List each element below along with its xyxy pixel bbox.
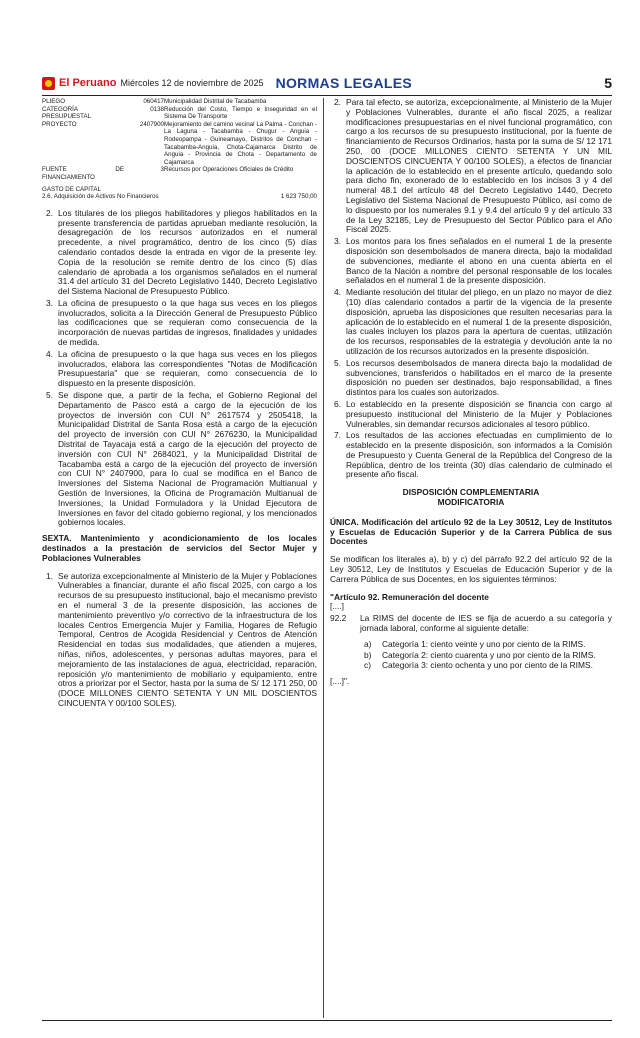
- right-numbered-list: [330, 98, 612, 480]
- budget-key: FUENTE DE FINANCIAMIENTO: [42, 166, 124, 181]
- budget-code: 3: [160, 166, 164, 174]
- table-row: [42, 98, 317, 106]
- item-text: La oficina de presupuesto o la que haga sus veces en los pliegos involucrados, elabora las correspondientes "Notas de Modificación Presupuestaria" que se requieran, como consecuencia de lo dispuesto en la presente disposición.: [58, 348, 317, 389]
- list-item: [360, 651, 612, 661]
- footer-rule: [42, 1020, 612, 1021]
- item-number: 1.: [46, 570, 53, 581]
- budget-code: 0138: [150, 105, 164, 113]
- page-number: 5: [604, 75, 612, 91]
- table-row: [42, 121, 317, 167]
- list-item: [330, 431, 612, 480]
- heading-line: MODIFICATORIA: [437, 497, 505, 508]
- literals-list: [330, 640, 612, 671]
- ellipsis-open: [....]: [330, 601, 344, 612]
- item-number: 2.: [46, 207, 53, 218]
- list-item: [42, 350, 317, 389]
- budget-value: Reducción del Costo, Tiempo e Inseguridad en el Sistema De Transporte: [164, 105, 317, 121]
- list-item: [360, 640, 612, 650]
- item-text: Para tal efecto, se autoriza, excepcionalmente, al Ministerio de la Mujer y Poblaciones Vulnerables, durante el año fiscal 2025, a realizar modificaciones presupuestarias en el nivel funcional programático, con cargo a los recursos de su presupuesto institucional, por la fuente de financiamiento de Recursos Ordinarios, hasta por la suma de S/ 12 171 250, 00 (DOCE MILLONES CIENTO SETENTA Y UN MIL DOSCIENTOS CINCUENTA Y 00/100 SOLES), a efectos de financiar la aplicación de lo establecido en el presente artículo, quedando solo para dicho fin, exonerado de lo establecido en los incisos 3 y 4 del numeral 48.1 del artículo 48 del Decreto Legislativo 1440, Decreto Legislativo del Sistema Nacional de Presupuesto Público, así como de lo dispuesto por los numerales 9.1 y 9.4 del artículo 9 y del artículo 33 de la Ley 32185, Ley de Presupuesto del Sector Público para el Año Fiscal 2025.: [346, 97, 612, 235]
- list-item: [42, 209, 317, 297]
- literal-letter: b): [364, 649, 372, 660]
- list-item: [330, 400, 612, 429]
- budget-code: 060417: [143, 98, 164, 105]
- item-number: 5.: [334, 357, 341, 368]
- list-item: [360, 661, 612, 671]
- budget-value: Mejoramiento del camino vecinal La Palma - Conchan - La Laguna - Tacabamba - Chugur - Anguia - Rodeopampa - Guineamayo, Distritos de Conchan - Tacabamba-Anguia, Chota-Cajamarca Distrito de Anguia - Provincia de Chota - Departamento de Cajamarca: [164, 120, 317, 166]
- brand-name: El Peruano: [59, 77, 117, 89]
- subsection-92-2: [330, 614, 612, 634]
- sexta-list: [42, 572, 317, 709]
- budget-value: Municipalidad Distrital de Tacabamba: [164, 98, 267, 105]
- ellipsis-close: [....]".: [330, 676, 350, 687]
- budget-value: Recursos por Operaciones Oficiales de Crédito: [164, 166, 294, 174]
- page-header: [42, 72, 612, 94]
- item-number: 5.: [46, 390, 53, 401]
- budget-gasto-label: GASTO DE CAPITAL: [42, 185, 101, 193]
- item-text: Los titulares de los pliegos habilitadores y pliegos habilitados en la presente transferencia de partidas aprueban mediante resolución, la desagregación de los recursos autorizados en el numeral precedente, a nivel programático, dentro de los cinco (5) días calendario contados desde la entrada en vigor de la presente ley. Copia de la resolución se remite dentro de los cinco (5) días calendario de aprobada a los organismos señalados en el numeral 31.4 del artículo 31 del Decreto Legislativo 1440, Decreto Legislativo del Sistema Nacional de Presupuesto Público.: [58, 207, 317, 297]
- item-number: 7.: [334, 430, 341, 441]
- budget-code: 2407900: [139, 120, 164, 128]
- el-peruano-logo-icon: [42, 77, 55, 90]
- budget-gasto-item: 2.6. Adquisición de Activos No Financieros: [42, 193, 159, 201]
- literal-letter: a): [364, 638, 372, 649]
- list-item: [330, 98, 612, 235]
- budget-key: CATEGORÍA PRESUPUESTAL: [42, 105, 92, 121]
- item-number: 3.: [46, 297, 53, 308]
- literal-letter: c): [364, 660, 371, 671]
- list-item: [42, 391, 317, 528]
- budget-key: PROYECTO: [42, 120, 77, 128]
- list-item: [42, 299, 317, 348]
- item-text: Los resultados de las acciones efectuadas en cumplimiento de lo establecido en la presente disposición, son informados a la Comisión de Presupuesto y Cuenta General de la República del Congreso de la República, dentro de los treinta (30) días calendario de culminado el presente año fiscal.: [346, 430, 612, 480]
- section-title: NORMAS LEGALES: [275, 75, 412, 91]
- item-text: Mediante resolución del titular del pliego, en un plazo no mayor de diez (10) días calendario contados a partir de la vigencia de la presente disposición, aprueba las disposiciones que resulten necesarias para la aplicación de lo establecido en el numeral 1 de la presente disposición, las cuales incluyen los plazos para la apertura de cuentas, utilización de los recursos, responsables de la estrategia y devolución ante la no utilización de los recursos autorizados en la presente disposición.: [346, 287, 612, 356]
- unica-heading: ÚNICA. Modificación del artículo 92 de la Ley 30512, Ley de Institutos y Escuelas de Educación Superior y de la Carrera Pública de sus Docentes: [330, 516, 612, 547]
- table-row: [42, 166, 317, 181]
- list-item: [42, 572, 317, 709]
- item-number: 4.: [334, 287, 341, 298]
- unica-intro: Se modifican los literales a), b) y c) del párrafo 92.2 del artículo 92 de la Ley 30512, Ley de Institutos y Escuelas de Educación Superior y de la Carrera Pública de sus Docentes, en los siguientes términos:: [330, 554, 612, 584]
- item-number: 6.: [334, 398, 341, 409]
- budget-gasto-amount: 1 623 750,00: [280, 193, 317, 201]
- list-item: [330, 237, 612, 286]
- list-item: [330, 359, 612, 398]
- table-row: [42, 106, 317, 121]
- item-text: Los montos para los fines señalados en el numeral 1 de la presente disposición son desembolsados de manera directa, bajo la modalidad de subvenciones, mediante el abono en una cuenta abierta en el Banco de la Nación a nombre del personal responsable de los locales señalados en el numeral 1 de la presente disposición.: [346, 236, 612, 286]
- issue-date: Miércoles 12 de noviembre de 2025: [120, 78, 264, 88]
- literal-text: Categoría 3: ciento ochenta y uno por ciento de la RIMS.: [382, 660, 593, 671]
- subsection-text: La RIMS del docente de IES se fija de acuerdo a su categoría y jornada laboral, conforme al siguiente detalle:: [360, 613, 612, 634]
- item-text: Se dispone que, a partir de la fecha, el Gobierno Regional del Departamento de Pasco está a cargo de la ejecución de los proyectos de inversión con CUI N° 2617574 y 2505418, la Municipalidad Distrital de Santa Rosa está a cargo de la ejecución del proyecto de inversión con CUI N° 2676230, la Municipalidad Distrital de Tayacaja está a cargo de la ejecución del proyecto de inversión con CUI N° 2684021, y la Municipalidad Distrital de Tacabamba está a cargo de la ejecución del proyecto de inversión con CUI N° 2407900, para lo cual se modifica en el Banco de Inversiones del Sistema Nacional de Programación Multianual y Gestión de Inversiones, la Oficina de Programación Multianual de Inversiones, la Unidad Formuladora y la Unidad Ejecutora de Inversiones en favor del citado gobierno regional, y los mencionados gobiernos locales.: [58, 390, 317, 528]
- header-rule: [42, 95, 612, 96]
- complementaria-heading: [330, 488, 612, 508]
- subsection-number: 92.2: [330, 613, 347, 624]
- left-numbered-list: [42, 209, 317, 529]
- article-title: "Artículo 92. Remuneración del docente: [330, 591, 489, 602]
- column-divider: [323, 98, 324, 1018]
- table-row: [42, 182, 317, 194]
- item-text: Los recursos desembolsados de manera directa bajo la modalidad de subvenciones, transferidos o habilitados en el marco de la presente disposición no pueden ser destinados, bajo responsabilidad, a fines distintos para los cuales son autorizados.: [346, 357, 612, 398]
- heading-line: DISPOSICIÓN COMPLEMENTARIA: [402, 487, 540, 498]
- list-item: [330, 288, 612, 357]
- item-number: 3.: [334, 236, 341, 247]
- left-column: [42, 98, 317, 711]
- item-text: Lo establecido en la presente disposición se financia con cargo al presupuesto institucional del Ministerio de la Mujer y Poblaciones Vulnerables, sin demandar recursos adicionales al tesoro público.: [346, 398, 612, 429]
- sexta-heading: SEXTA. Mantenimiento y acondicionamiento de los locales destinados a la prestación de servicios del Sector Mujer y Poblaciones Vulnerables: [42, 533, 317, 563]
- item-text: Se autoriza excepcionalmente al Ministerio de la Mujer y Poblaciones Vulnerables a financiar, durante el año fiscal 2025, con cargo a los recursos de su presupuesto institucional, bajo el mecanismo previsto en el numeral 3 de la presente disposición, las acciones de mantenimiento preventivo y/o correctivo de la infraestructura de los locales Centros Emergencia Mujer y Familia, Hogares de Refugio Temporal, Centros de Acogida Residencial y Centros de Atención Residencial en todas sus modalidades, que atienden a mujeres, niñas, niños, adolescentes, y personas adultas mayores, para el mejoramiento de las instalaciones de agua, electricidad, reparación, reposición y/o mantenimiento de mobiliario y equipamiento, entre otros a priorizar por el Sector, hasta por la suma de S/ 12 171 250, 00 (DOCE MILLONES CIENTO SETENTA Y UN MIL DOSCIENTOS CINCUENTA Y 00/100 SOLES).: [58, 570, 317, 708]
- item-text: La oficina de presupuesto o la que haga sus veces en los pliegos involucrados, solicita a la Dirección General de Presupuesto Público las codificaciones que se requieran como consecuencia de la incorporación de nuevas partidas de ingresos, finalidades y unidades de medida.: [58, 297, 317, 348]
- right-column: [330, 98, 612, 687]
- item-number: 2.: [334, 97, 341, 107]
- budget-table: [42, 98, 317, 201]
- item-number: 4.: [46, 348, 53, 359]
- table-row: [42, 193, 317, 201]
- literal-text: Categoría 1: ciento veinte y uno por ciento de la RIMS.: [382, 638, 586, 649]
- literal-text: Categoría 2: ciento cuarenta y uno por ciento de la RIMS.: [382, 649, 596, 660]
- budget-key: PLIEGO: [42, 98, 66, 105]
